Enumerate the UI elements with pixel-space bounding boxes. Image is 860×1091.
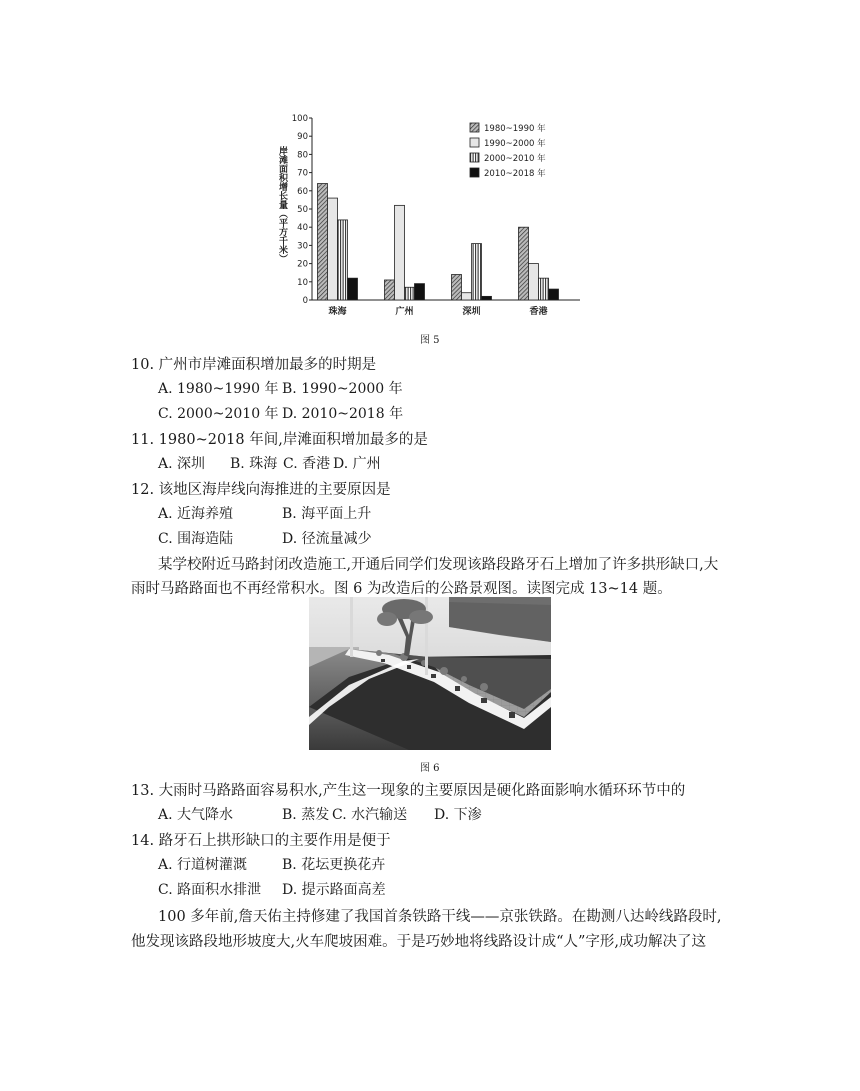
q11-option-b: B. 珠海: [230, 456, 278, 472]
legend-swatch: [470, 138, 479, 147]
q14-option-c: C. 路面积水排泄: [158, 882, 262, 898]
x-tick-label: 香港: [529, 307, 548, 317]
q10-option-d: D. 2010~2018 年: [282, 406, 404, 422]
chart-y-axis-label: 岸滩面积增长量（平方千米）: [277, 146, 287, 263]
q10-option-a: A. 1980~1990 年: [158, 381, 279, 397]
bar-深圳-0: [452, 275, 462, 300]
y-tick-label: 40: [297, 223, 308, 234]
bar-珠海-0: [318, 184, 328, 300]
chart-bars: [318, 184, 559, 300]
y-tick-label: 0: [302, 296, 308, 306]
legend-swatch: [470, 153, 479, 162]
q12-option-d: D. 径流量减少: [282, 531, 372, 547]
bar-广州-2: [405, 287, 415, 300]
bar-珠海-1: [328, 198, 338, 300]
figure5-bar-chart: [270, 108, 590, 320]
x-tick-label: 珠海: [328, 307, 347, 317]
q13-stem: 13. 大雨时马路路面容易积水,产生这一现象的主要原因是硬化路面影响水循环环节中的: [131, 783, 686, 799]
bar-广州-0: [385, 280, 395, 300]
q13-option-d: D. 下渗: [434, 807, 482, 823]
q13-option-c: C. 水汽输送: [332, 807, 408, 823]
y-tick-label: 20: [297, 259, 308, 270]
legend-swatch: [470, 168, 479, 177]
q12-option-a: A. 近海养殖: [158, 506, 234, 522]
q14-option-b: B. 花坛更换花卉: [282, 857, 386, 873]
q14-option-d: D. 提示路面高差: [282, 882, 386, 898]
q14-stem: 14. 路牙石上拱形缺口的主要作用是便于: [131, 833, 391, 849]
q11-stem: 11. 1980~2018 年间,岸滩面积增加最多的是: [131, 432, 428, 448]
y-tick-label: 80: [297, 150, 308, 161]
y-tick-label: 30: [297, 241, 308, 252]
legend-label: 1980~1990 年: [484, 124, 546, 134]
q13-option-b: B. 蒸发: [282, 807, 330, 823]
passage2-line1: 100 多年前,詹天佑主持修建了我国首条铁路干线——京张铁路。在勘测八达岭线路段时,: [158, 909, 722, 925]
y-tick-label: 70: [297, 168, 308, 179]
figure6-caption: 图 6: [420, 763, 440, 774]
bar-深圳-1: [462, 293, 472, 300]
chart-legend: [470, 123, 546, 179]
q13-option-a: A. 大气降水: [158, 807, 234, 823]
legend-label: 1990~2000 年: [484, 139, 546, 149]
legend-swatch: [470, 123, 479, 132]
q11-option-a: A. 深圳: [158, 456, 206, 472]
q12-option-c: C. 围海造陆: [158, 531, 234, 547]
x-tick-label: 广州: [395, 307, 414, 317]
q11-option-c: C. 香港: [283, 456, 331, 472]
y-tick-label: 100: [291, 114, 308, 124]
q10-option-b: B. 1990~2000 年: [282, 381, 403, 397]
bar-香港-3: [549, 289, 559, 300]
bar-深圳-2: [472, 244, 482, 300]
bar-广州-1: [395, 205, 405, 300]
bar-深圳-3: [482, 296, 492, 300]
y-tick-label: 60: [297, 186, 308, 197]
bar-香港-2: [539, 278, 549, 300]
figure5-caption: 图 5: [420, 335, 440, 346]
q10-option-c: C. 2000~2010 年: [158, 406, 279, 422]
bar-珠海-2: [338, 220, 348, 300]
q12-option-b: B. 海平面上升: [282, 506, 372, 522]
bar-香港-0: [519, 227, 529, 300]
q12-stem: 12. 该地区海岸线向海推进的主要原因是: [131, 482, 391, 498]
bar-香港-1: [529, 264, 539, 300]
passage1-line2: 雨时马路路面也不再经常积水。图 6 为改造后的公路景观图。读图完成 13~14 题。: [131, 581, 672, 597]
legend-label: 2000~2010 年: [484, 154, 546, 164]
q10-stem: 10. 广州市岸滩面积增加最多的时期是: [131, 357, 377, 373]
y-tick-label: 50: [297, 205, 308, 215]
q11-option-d: D. 广州: [333, 456, 381, 472]
figure6-road-photo: [309, 597, 551, 750]
y-tick-label: 90: [297, 132, 308, 143]
legend-label: 2010~2018 年: [484, 169, 546, 179]
bar-广州-3: [415, 284, 425, 300]
bar-珠海-3: [348, 278, 358, 300]
y-tick-label: 10: [297, 277, 308, 288]
chart-x-labels: [328, 305, 547, 317]
passage2-line2: 他发现该路段地形坡度大,火车爬坡困难。于是巧妙地将线路设计成“人”字形,成功解决了这: [131, 934, 707, 950]
passage1-line1: 某学校附近马路封闭改造施工,开通后同学们发现该路段路牙石上增加了许多拱形缺口,大: [158, 557, 719, 573]
q14-option-a: A. 行道树灌溉: [158, 857, 248, 873]
x-tick-label: 深圳: [462, 307, 481, 317]
